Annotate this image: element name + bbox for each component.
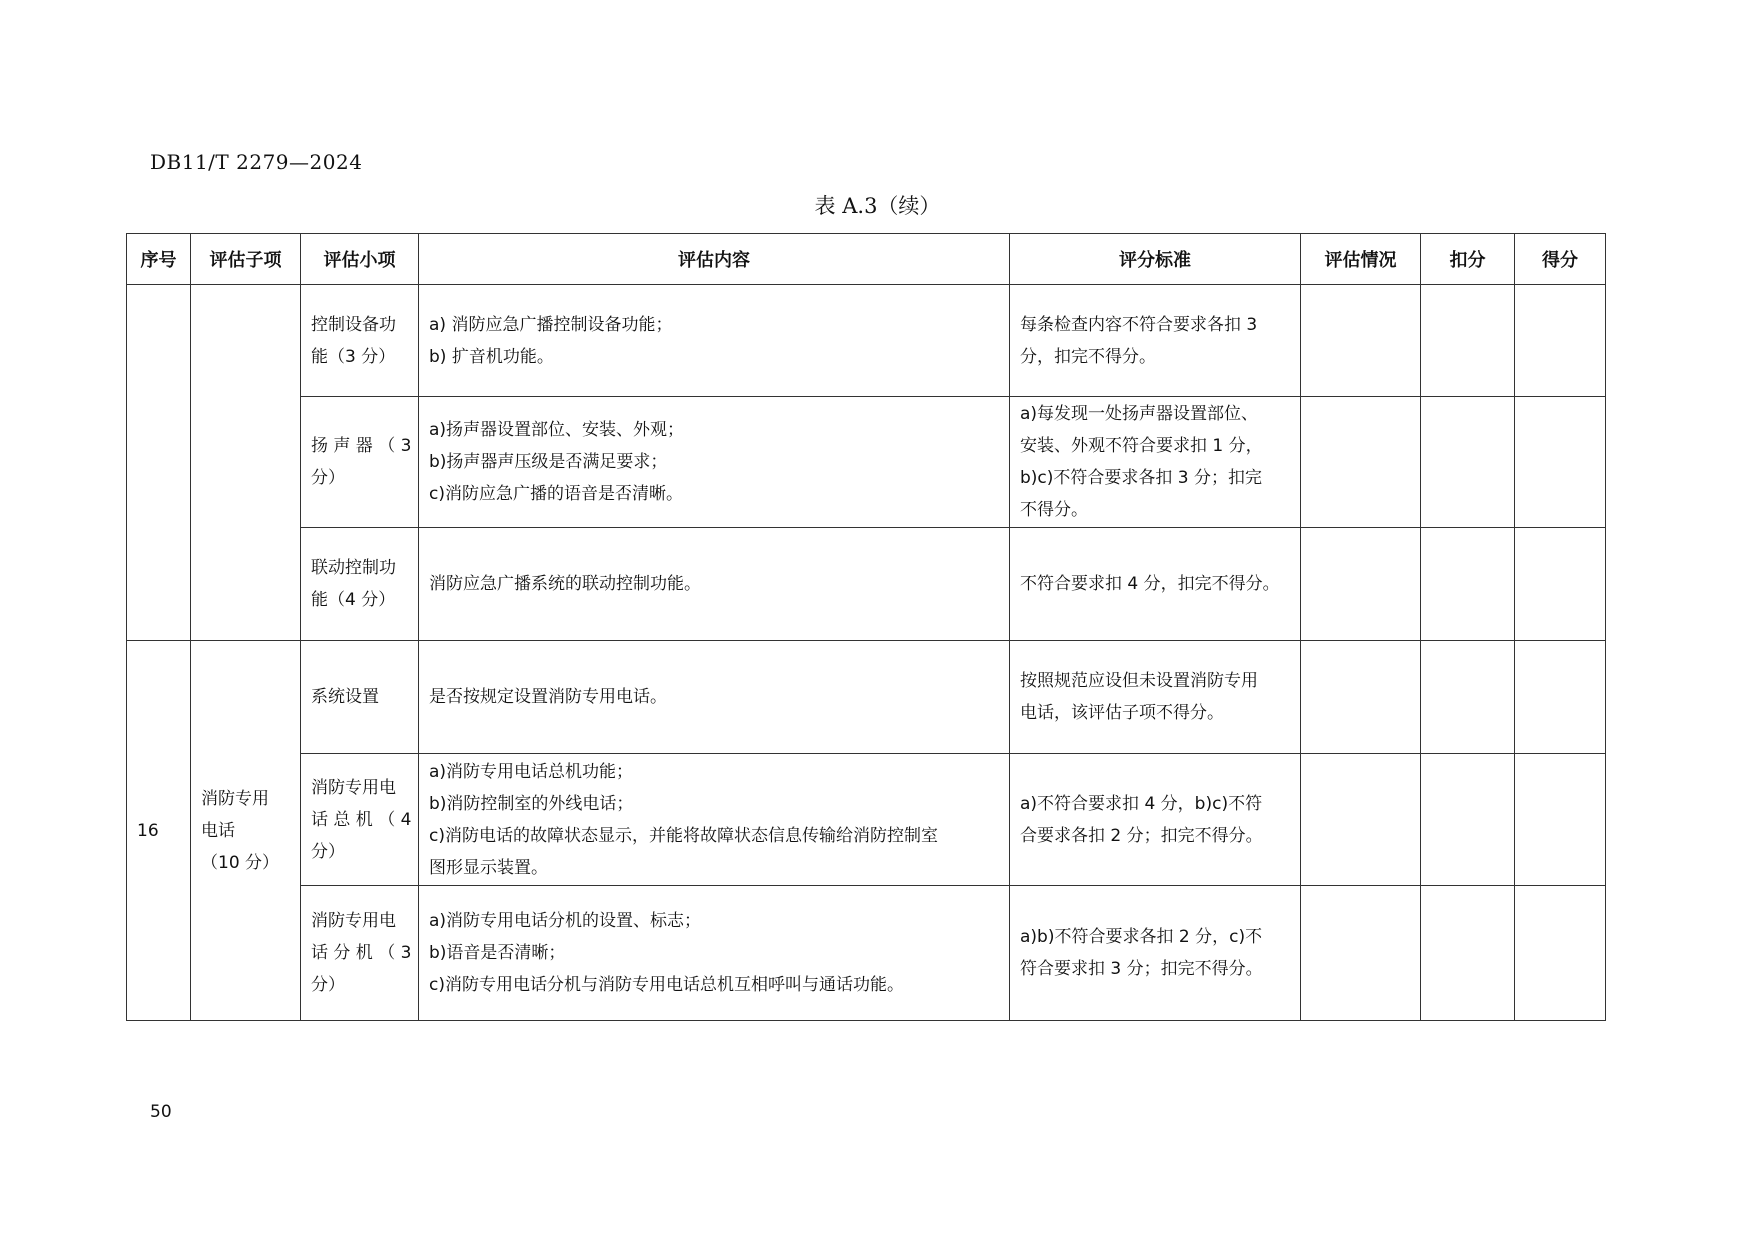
column-header-criteria: 评分标准 bbox=[1010, 234, 1301, 285]
criteria-cell: 按照规范应设但未设置消防专用 电话，该评估子项不得分。 bbox=[1010, 641, 1301, 754]
score-cell bbox=[1515, 886, 1606, 1021]
item-cell: 消防专用电 话 总 机 （ 4 分） bbox=[301, 754, 419, 886]
score-cell bbox=[1515, 285, 1606, 397]
column-header-content: 评估内容 bbox=[419, 234, 1010, 285]
table-row bbox=[127, 397, 1606, 528]
column-header-subitem: 评估子项 bbox=[191, 234, 301, 285]
column-header-deduction: 扣分 bbox=[1421, 234, 1515, 285]
criteria-cell: a)不符合要求扣 4 分，b)c)不符 合要求各扣 2 分；扣完不得分。 bbox=[1010, 754, 1301, 886]
deduction-cell bbox=[1421, 285, 1515, 397]
standard-code: DB11/T 2279—2024 bbox=[150, 150, 363, 174]
assessment-cell bbox=[1301, 754, 1421, 886]
content-cell: a)消防专用电话总机功能； b)消防控制室的外线电话； c)消防电话的故障状态显示，并能将故障状态信息传输给消防控制室 图形显示装置。 bbox=[419, 754, 1010, 886]
column-header-item: 评估小项 bbox=[301, 234, 419, 285]
column-header-number: 序号 bbox=[127, 234, 191, 285]
criteria-cell: a)b)不符合要求各扣 2 分，c)不 符合要求扣 3 分；扣完不得分。 bbox=[1010, 886, 1301, 1021]
deduction-cell bbox=[1421, 754, 1515, 886]
column-header-score: 得分 bbox=[1515, 234, 1606, 285]
number-cell-empty bbox=[127, 285, 191, 641]
deduction-cell bbox=[1421, 641, 1515, 754]
deduction-cell bbox=[1421, 397, 1515, 528]
page-number: 50 bbox=[150, 1102, 172, 1122]
table-row bbox=[127, 886, 1606, 1021]
subitem-cell-empty bbox=[191, 285, 301, 641]
assessment-cell bbox=[1301, 641, 1421, 754]
content-cell: a)消防专用电话分机的设置、标志； b)语音是否清晰； c)消防专用电话分机与消防专用电话总机互相呼叫与通话功能。 bbox=[419, 886, 1010, 1021]
content-cell: a) 消防应急广播控制设备功能； b) 扩音机功能。 bbox=[419, 285, 1010, 397]
assessment-cell bbox=[1301, 285, 1421, 397]
item-cell: 扬 声 器 （ 3 分） bbox=[301, 397, 419, 528]
table-row bbox=[127, 754, 1606, 886]
assessment-cell bbox=[1301, 886, 1421, 1021]
item-cell: 消防专用电 话 分 机 （ 3 分） bbox=[301, 886, 419, 1021]
score-cell bbox=[1515, 528, 1606, 641]
assessment-table bbox=[126, 233, 1606, 1021]
table-header-row bbox=[127, 234, 1606, 285]
score-cell bbox=[1515, 641, 1606, 754]
criteria-cell: 不符合要求扣 4 分，扣完不得分。 bbox=[1010, 528, 1301, 641]
item-cell: 联动控制功 能（4 分） bbox=[301, 528, 419, 641]
content-cell: 是否按规定设置消防专用电话。 bbox=[419, 641, 1010, 754]
column-header-assessment: 评估情况 bbox=[1301, 234, 1421, 285]
item-cell: 控制设备功 能（3 分） bbox=[301, 285, 419, 397]
table-caption: 表 A.3（续） bbox=[814, 194, 941, 218]
score-cell bbox=[1515, 754, 1606, 886]
assessment-cell bbox=[1301, 397, 1421, 528]
content-cell: 消防应急广播系统的联动控制功能。 bbox=[419, 528, 1010, 641]
table-row bbox=[127, 285, 1606, 397]
criteria-cell: 每条检查内容不符合要求各扣 3 分，扣完不得分。 bbox=[1010, 285, 1301, 397]
criteria-cell: a)每发现一处扬声器设置部位、 安装、外观不符合要求扣 1 分， b)c)不符合要求各扣 3 分；扣完 不得分。 bbox=[1010, 397, 1301, 528]
subitem-cell: 消防专用 电话 （10 分） bbox=[191, 641, 301, 1021]
content-cell: a)扬声器设置部位、安装、外观； b)扬声器声压级是否满足要求； c)消防应急广播的语音是否清晰。 bbox=[419, 397, 1010, 528]
score-cell bbox=[1515, 397, 1606, 528]
deduction-cell bbox=[1421, 886, 1515, 1021]
table-row bbox=[127, 641, 1606, 754]
table-row bbox=[127, 528, 1606, 641]
number-cell: 16 bbox=[127, 641, 191, 1021]
deduction-cell bbox=[1421, 528, 1515, 641]
item-cell: 系统设置 bbox=[301, 641, 419, 754]
assessment-cell bbox=[1301, 528, 1421, 641]
